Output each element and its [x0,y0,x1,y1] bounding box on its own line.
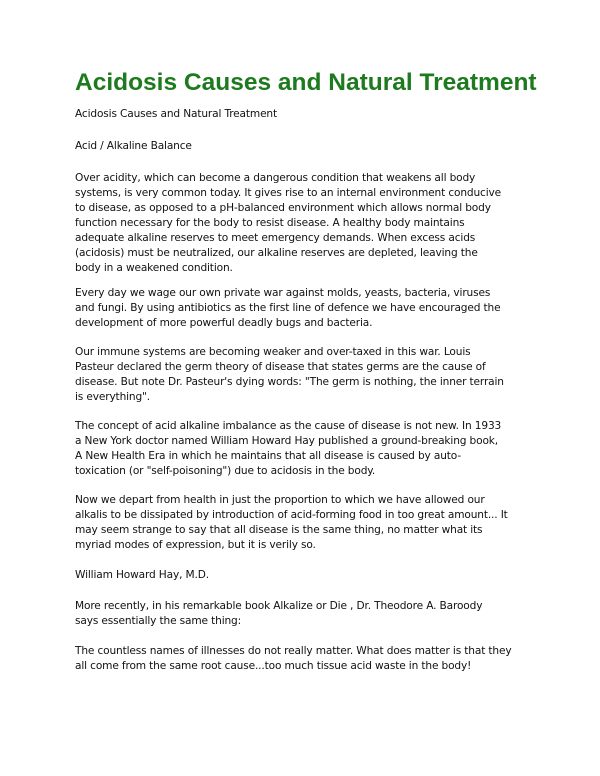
subtitle: Acidosis Causes and Natural Treatment [75,108,278,120]
paragraph-1-line-2: systems, is very common today. It gives rise to an internal environment conducive [75,187,501,199]
paragraph-3-line-1: Our immune systems are becoming weaker and over-taxed in this war. Louis [75,346,471,358]
paragraph-5-line-4: myriad modes of expression, but it is verily so. [75,539,316,551]
paragraph-2-line-3: development of more powerful deadly bugs and bacteria. [75,317,373,329]
paragraph-4-line-3: A New Health Era in which he maintains that all disease is caused by auto- [75,450,462,462]
paragraph-5-line-1: Now we depart from health in just the proportion to which we have allowed our [75,494,485,506]
paragraph-3-line-4: is everything". [75,391,150,403]
section-heading: Acid / Alkaline Balance [75,140,192,152]
paragraph-1-line-1: Over acidity, which can become a dangerous condition that weakens all body [75,172,476,184]
paragraph-1-line-3: to disease, as opposed to a pH-balanced environment which allows normal body [75,202,491,214]
paragraph-5-line-2: alkalis to be dissipated by introduction of acid-forming food in too great amount... It [75,509,508,521]
paragraph-7-line-1: The countless names of illnesses do not really matter. What does matter is that they [75,645,512,657]
paragraph-4-line-4: toxication (or "self-poisoning") due to acidosis in the body. [75,465,376,477]
paragraph-6-line-2: says essentially the same thing: [75,615,242,627]
paragraph-7-line-2: all come from the same root cause...too much tissue acid waste in the body! [75,660,472,672]
attribution: William Howard Hay, M.D. [75,569,209,581]
paragraph-2-line-2: and fungi. By using antibiotics as the first line of defence we have encouraged the [75,302,501,314]
paragraph-1-line-6: (acidosis) must be neutralized, our alkaline reserves are depleted, leaving the [75,247,478,259]
paragraph-6-line-1: More recently, in his remarkable book Alkalize or Die , Dr. Theodore A. Baroody [75,600,483,612]
paragraph-3-line-2: Pasteur declared the germ theory of disease that states germs are the cause of [75,361,486,373]
paragraph-1-line-5: adequate alkaline reserves to meet emergency demands. When excess acids [75,232,476,244]
paragraph-4-line-1: The concept of acid alkaline imbalance as the cause of disease is not new. In 1933 [75,420,502,432]
paragraph-3-line-3: disease. But note Dr. Pasteur's dying words: "The germ is nothing, the inner terrain [75,376,504,388]
document-title: Acidosis Causes and Natural Treatment [75,69,537,96]
paragraph-1-line-7: body in a weakened condition. [75,262,233,274]
paragraph-2-line-1: Every day we wage our own private war against molds, yeasts, bacteria, viruses [75,287,491,299]
paragraph-5-line-3: may seem strange to say that all disease is the same thing, no matter what its [75,524,483,536]
paragraph-4-line-2: a New York doctor named William Howard Hay published a ground-breaking book, [75,435,498,447]
paragraph-1-line-4: function necessary for the body to resist disease. A healthy body maintains [75,217,465,229]
